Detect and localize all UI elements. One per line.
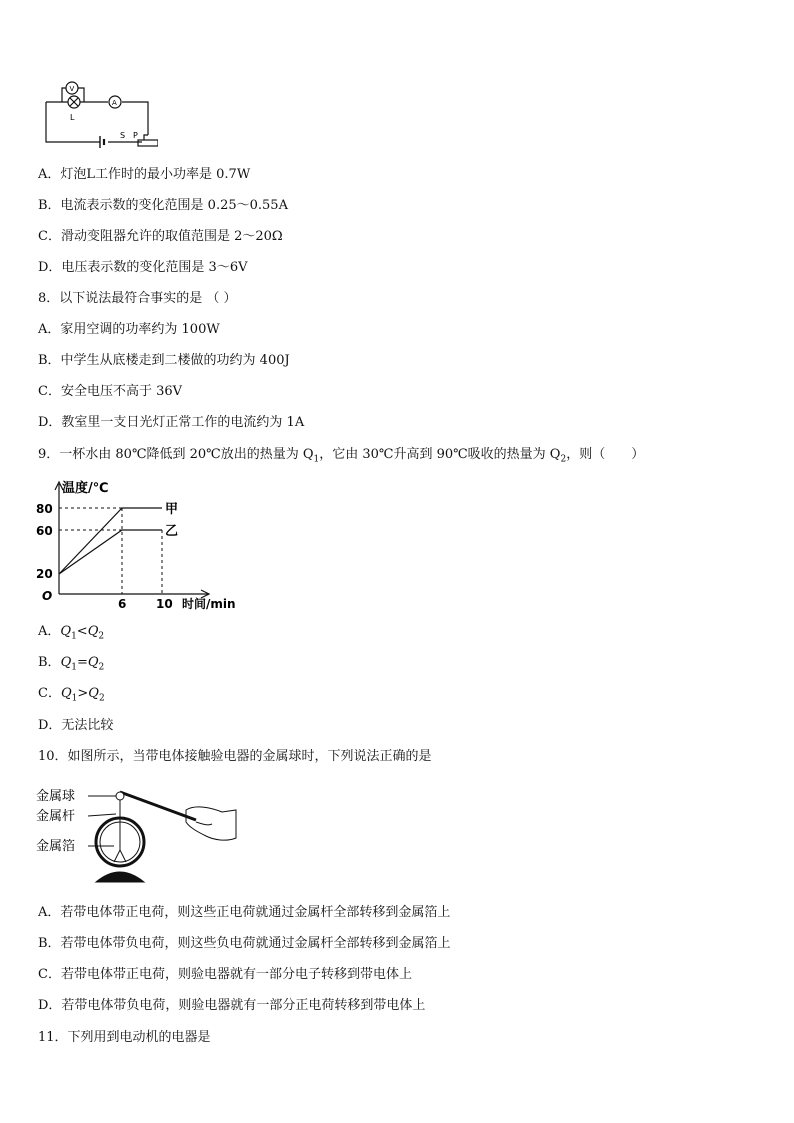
origin-label: O [42, 589, 53, 603]
label-metal-foil: 金属箔 [36, 839, 76, 854]
q7-option-c: C．滑动变阻器允许的取值范围是 2～20Ω [38, 229, 283, 244]
q10-option-b: B．若带电体带负电荷，则这些负电荷就通过金属杆全部转移到金属箔上 [38, 936, 451, 951]
q8-option-b: B．中学生从底楼走到二楼做的功约为 400J [38, 353, 290, 368]
q9-option-c: C．$Q_1>Q_2$ [38, 686, 105, 704]
q10-stem: 10．如图所示，当带电体接触验电器的金属球时，下列说法正确的是 [38, 749, 432, 764]
q10-option-c: C．若带电体带正电荷，则验电器就有一部分电子转移到带电体上 [38, 967, 412, 982]
electroscope-figure [36, 780, 246, 890]
label-metal-ball: 金属球 [36, 789, 76, 804]
q9-stem: 9．一杯水由 80℃降低到 20℃放出的热量为 $Q_1$，它由 30℃升高到 90℃吸收的热量为 $Q_2$，则（ ） [38, 447, 645, 465]
y-axis-label: 温度/℃ [62, 481, 109, 496]
q9-option-a: A．$Q_1<Q_2$ [38, 624, 105, 642]
q9-option-b: B．$Q_1=Q_2$ [38, 655, 105, 673]
voltmeter-label: V [69, 85, 75, 93]
y-tick-20: 20 [36, 567, 53, 581]
slider-label: P [133, 131, 138, 140]
y-tick-80: 80 [36, 502, 53, 516]
q8-stem: 8．以下说法最符合事实的是 （ ） [38, 291, 237, 306]
q10-option-d: D．若带电体带负电荷，则验电器就有一部分正电荷转移到带电体上 [38, 998, 426, 1013]
series-yi-line [59, 530, 162, 574]
x-tick-10: 10 [156, 597, 173, 611]
temperature-graph [34, 476, 254, 614]
x-tick-6: 6 [118, 597, 127, 611]
series-jia-label: 甲 [165, 502, 179, 517]
q10-option-a: A．若带电体带正电荷，则这些正电荷就通过金属杆全部转移到金属箔上 [38, 905, 451, 920]
q11-stem: 11．下列用到电动机的电器是 [38, 1030, 211, 1045]
switch-label: S [120, 131, 126, 140]
q7-option-a: A．灯泡L工作时的最小功率是 0.7W [38, 167, 251, 182]
q7-option-d: D．电压表示数的变化范围是 3～6V [38, 260, 248, 275]
circuit-diagram [38, 80, 158, 160]
series-jia-line [59, 508, 162, 574]
ammeter-label: A [112, 99, 117, 107]
q8-option-d: D．教室里一支日光灯正常工作的电流约为 1A [38, 415, 305, 430]
y-tick-60: 60 [36, 524, 53, 538]
q8-option-a: A．家用空调的功率约为 100W [38, 322, 220, 337]
series-yi-label: 乙 [165, 524, 179, 539]
q9-option-d: D．无法比较 [38, 718, 114, 733]
q8-option-c: C．安全电压不高于 36V [38, 384, 183, 399]
x-axis-label: 时间/min [182, 597, 236, 611]
q7-option-b: B．电流表示数的变化范围是 0.25～0.55A [38, 198, 288, 213]
label-metal-rod: 金属杆 [36, 809, 76, 824]
lamp-label: L [70, 113, 75, 122]
metal-ball-icon [116, 792, 124, 800]
